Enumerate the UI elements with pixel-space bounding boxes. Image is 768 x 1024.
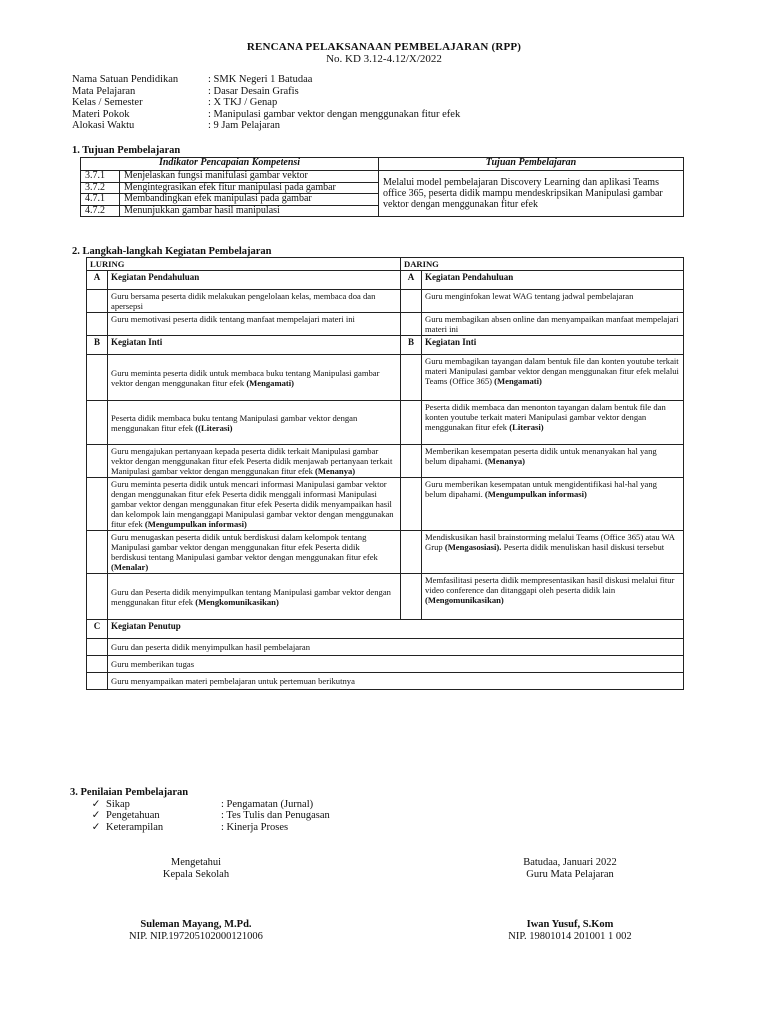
penutup-activity: Guru dan peserta didik menyimpulkan hasil pembelajaran — [108, 639, 684, 656]
section-title: Kegiatan Inti — [422, 336, 684, 355]
luring-activity — [108, 355, 401, 401]
indikator-text: Mengintegrasikan efek fitur manipulasi pada gambar — [120, 182, 379, 194]
activity-tag: (Mengamati) — [494, 376, 542, 386]
identity-value: : SMK Negeri 1 Batudaa — [208, 74, 313, 85]
daring-header: DARING — [401, 258, 684, 271]
identity-row — [72, 74, 460, 86]
penilaian-value: : Kinerja Proses — [221, 821, 289, 833]
penutup-activity: Guru menyampaikan materi pembelajaran untuk pertemuan berikutnya — [108, 673, 684, 690]
activity-tag: (Mengumpulkan informasi) — [144, 519, 247, 529]
section-title: Kegiatan Pendahuluan — [108, 271, 401, 290]
table-row — [87, 355, 684, 401]
signature-left — [96, 919, 296, 943]
activity-tag: (Menanya) — [484, 456, 526, 466]
penilaian-key: Keterampilan — [106, 821, 164, 833]
activity-text: Peserta didik membaca buku tentang Manipulasi gambar vektor dengan menggunakan fitur efek — [111, 412, 358, 433]
tujuan-heading: 1. Tujuan Pembelajaran — [72, 145, 181, 156]
penilaian-value: : Tes Tulis dan Penugasan — [221, 810, 330, 821]
table-row — [87, 290, 684, 313]
penilaian-value: : Pengamatan (Jurnal) — [221, 798, 314, 810]
activity-text: Guru menugaskan peserta didik untuk berdiskusi dalam kelompok tentang Manipulasi gambar vektor dengan menggunakan fitur efek Peserta didik berdiskusi tentang Manipulasi gambar vektor dengan menggunakan fitur efek — [111, 532, 378, 562]
document-title: RENCANA PELAKSANAAN PEMBELAJARAN (RPP) — [246, 41, 522, 53]
activity-text: Memberikan kesempatan peserta didik untuk menanyakan hal yang belum dipahami. — [425, 446, 657, 466]
activity-text: Memfasilitasi peserta didik mempresentasikan hasil diskusi melalui fitur video conference dan ditanggapi oleh peserta didik lain — [425, 575, 675, 595]
table-row — [87, 445, 684, 478]
section-title: Kegiatan Penutup — [108, 620, 684, 639]
signature-line: Mengetahui — [170, 857, 222, 868]
luring-activity — [108, 445, 401, 478]
activity-text: Peserta didik membaca dan menonton tayangan dalam bentuk file dan konten youtube terkait materi Manipulasi gambar vektor dengan menggunakan fitur efek — [425, 402, 666, 432]
signer-name: Iwan Yusuf, S.Kom — [526, 919, 614, 930]
table-row — [87, 313, 684, 336]
daring-activity — [422, 478, 684, 531]
activity-tag: (Menanya) — [315, 466, 356, 476]
penilaian-row — [86, 810, 330, 822]
indikator-number: 4.7.1 — [81, 194, 120, 206]
signature-right-header — [490, 857, 650, 881]
tujuan-goal-text: Melalui model pembelajaran Discovery Learning dan aplikasi Teams office 365, peserta didik mampu mendeskripsikan Manipulasi gambar vektor dengan menggunakan fitur efek — [379, 171, 684, 217]
daring-activity — [422, 531, 684, 574]
indikator-text: Menjelaskan fungsi manifulasi gambar vektor — [120, 171, 379, 183]
identity-key: Mata Pelajaran — [72, 85, 136, 97]
activity-text: Guru meminta peserta didik untuk membaca buku tentang Manipulasi gambar vektor dengan menggunakan fitur efek — [111, 367, 380, 388]
activity-text: Guru membagikan tayangan dalam bentuk file dan konten youtube terkait materi Manipulasi gambar vektor dengan menggunakan fitur efek melalui Teams (Office 365) — [425, 356, 679, 386]
document-kd-number: No. KD 3.12-4.12/X/2022 — [326, 53, 442, 65]
table-row — [87, 673, 684, 690]
penilaian-key: Pengetahuan — [106, 810, 160, 821]
activity-tag: (Mengamati) — [246, 377, 295, 388]
daring-activity: Guru membagikan absen online dan menyampaikan manfaat mempelajari materi ini — [422, 313, 684, 336]
activity-tag: (Mengumpulkan informasi) — [484, 489, 587, 499]
langkah-heading: 2. Langkah-langkah Kegiatan Pembelajaran — [72, 246, 272, 257]
table-row — [87, 401, 684, 445]
table-row — [87, 478, 684, 531]
penilaian-row — [86, 822, 330, 834]
luring-activity — [108, 401, 401, 445]
section-title: Kegiatan Pendahuluan — [422, 271, 684, 290]
penilaian-row — [86, 799, 330, 811]
signature-left-header — [116, 857, 276, 881]
identity-row — [72, 97, 460, 109]
activity-text: Mendiskusikan hasil brainstorming melalui Teams (Office 365) atau WA Grup — [425, 532, 675, 552]
identity-key: Alokasi Waktu — [72, 120, 135, 131]
luring-activity — [108, 531, 401, 574]
table-row — [87, 656, 684, 673]
section-letter: B — [401, 336, 422, 355]
activity-tag: ((Literasi) — [195, 422, 233, 433]
identity-value: : X TKJ / Genap — [208, 97, 278, 108]
langkah-table — [86, 257, 684, 690]
section-letter: B — [87, 336, 108, 355]
luring-activity — [108, 574, 401, 620]
indikator-number: 4.7.2 — [81, 205, 120, 217]
signer-nip: NIP. 19801014 201001 1 002 — [508, 931, 632, 942]
indikator-text: Menunjukkan gambar hasil manipulasi — [120, 205, 379, 217]
signature-role: Guru Mata Pelajaran — [526, 869, 614, 880]
activity-tag: (Mengasosiasi). — [444, 542, 502, 552]
luring-activity: Guru memotivasi peserta didik tentang manfaat mempelajari materi ini — [108, 313, 401, 336]
daring-activity — [422, 401, 684, 445]
check-icon: ✓ — [91, 810, 101, 821]
luring-activity — [108, 478, 401, 531]
daring-activity: Guru menginfokan lewat WAG tentang jadwal pembelajaran — [422, 290, 684, 313]
luring-header: LURING — [87, 258, 401, 271]
activity-text: Guru mengajukan pertanyaan kepada peserta didik terkait Manipulasi gambar vektor dengan menggunakan fitur efek Peserta didik menjawab pertanyaan terkait Manipulasi gambar vektor dengan menggunakan fitur efek — [111, 446, 393, 476]
check-icon: ✓ — [91, 821, 101, 833]
check-icon: ✓ — [91, 798, 101, 810]
tujuan-col-tujuan: Tujuan Pembelajaran — [379, 158, 684, 171]
identity-key: Kelas / Semester — [72, 97, 143, 108]
activity-tag: (Mengkomunikasikan) — [195, 596, 279, 607]
signature-right — [470, 919, 670, 943]
identity-block — [72, 74, 460, 132]
table-row — [87, 574, 684, 620]
activity-tag: (Literasi) — [509, 422, 544, 432]
indikator-number: 3.7.2 — [81, 182, 120, 194]
daring-activity — [422, 355, 684, 401]
daring-activity — [422, 574, 684, 620]
signer-nip: NIP. NIP.197205102000121006 — [129, 931, 263, 942]
identity-key: Materi Pokok — [72, 108, 130, 120]
identity-row — [72, 120, 460, 132]
penutup-activity: Guru memberikan tugas — [108, 656, 684, 673]
table-row — [87, 531, 684, 574]
identity-value: : Manipulasi gambar vektor dengan menggunakan fitur efek — [208, 108, 461, 120]
identity-value: : Dasar Desain Grafis — [208, 85, 299, 97]
activity-tag: (Menalar) — [111, 562, 149, 572]
table-row — [87, 639, 684, 656]
signer-name: Suleman Mayang, M.Pd. — [140, 919, 252, 930]
penilaian-block — [72, 787, 330, 833]
activity-text: Guru memberikan kesempatan untuk mengidentifikasi hal-hal yang belum dipahami. — [425, 479, 657, 499]
identity-row — [72, 109, 460, 121]
indikator-text: Membandingkan efek manipulasi pada gambar — [120, 194, 379, 206]
section-letter: A — [87, 271, 108, 290]
section-letter: A — [401, 271, 422, 290]
signature-role: Kepala Sekolah — [162, 869, 230, 880]
penilaian-key: Sikap — [106, 798, 130, 810]
identity-row — [72, 86, 460, 98]
tujuan-col-indikator: Indikator Pencapaian Kompetensi — [81, 158, 379, 171]
identity-key: Nama Satuan Pendidikan — [72, 74, 179, 85]
daring-activity — [422, 445, 684, 478]
section-title: Kegiatan Inti — [108, 336, 401, 355]
penilaian-heading: 3. Penilaian Pembelajaran — [70, 787, 189, 798]
signature-date: Batudaa, Januari 2022 — [523, 857, 617, 868]
activity-text: Guru meminta peserta didik untuk mencari informasi Manipulasi gambar vektor dengan menggunakan fitur efek Peserta didik menggali informasi Manipulasi gambar vektor dengan menggunakan fitur efek Peserta didik menyampaikan hasil dan kelompok lain menganggapi Manipulasi gambar vektor dengan menggunakan fitur efek — [111, 479, 394, 529]
identity-value: : 9 Jam Pelajaran — [208, 120, 281, 131]
table-row — [81, 171, 684, 183]
tujuan-table — [80, 157, 684, 217]
activity-text: Peserta didik menuliskan hasil diskusi tersebut — [503, 542, 665, 552]
luring-activity: Guru bersama peserta didik melakukan pengelolaan kelas, membaca doa dan apersepsi — [108, 290, 401, 313]
activity-tag: (Mengomunikasikan) — [425, 595, 504, 605]
indikator-number: 3.7.1 — [81, 171, 120, 183]
section-letter: C — [87, 620, 108, 639]
activity-text: Guru dan Peserta didik menyimpulkan tentang Manipulasi gambar vektor dengan menggunakan fitur efek — [111, 586, 391, 607]
